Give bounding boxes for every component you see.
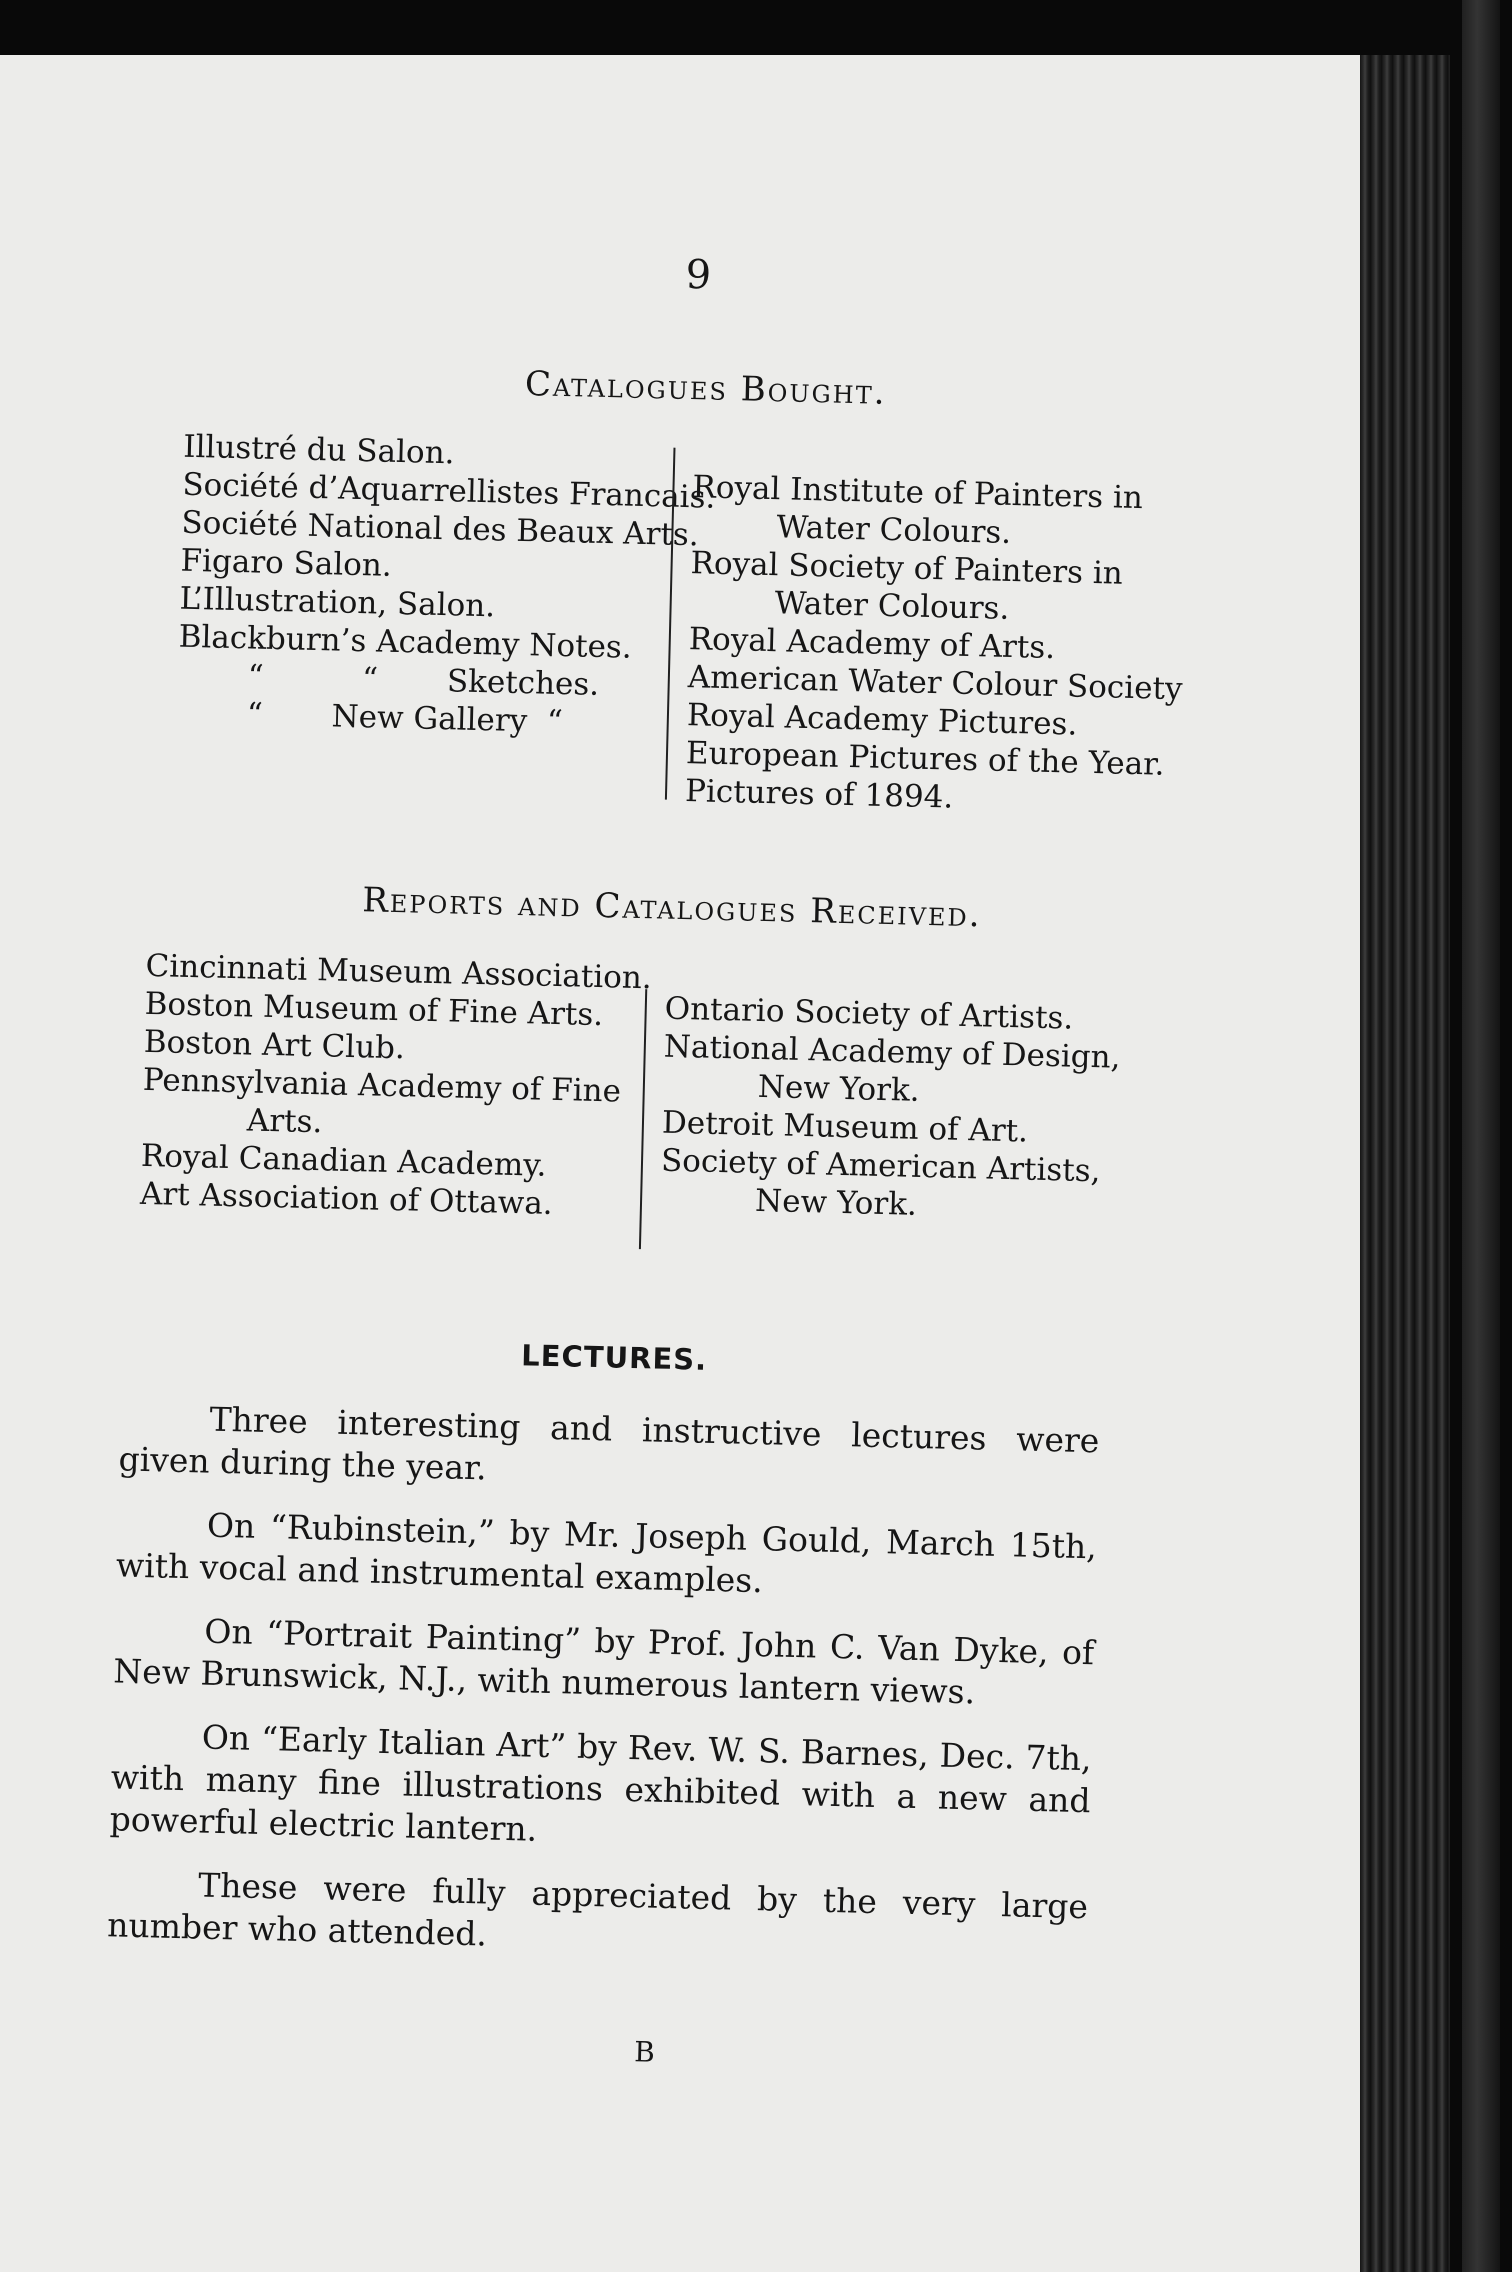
- paragraph: These were fully appreciated by the very large number who attended.: [106, 1865, 1089, 1954]
- list-item: Arts.: [246, 1102, 323, 1141]
- list-item: Royal Academy of Arts.: [688, 621, 1056, 667]
- list-item: Blackburn’s Academy Notes.: [178, 618, 633, 666]
- reports-received-left-column: [140, 947, 653, 1225]
- list-item: Society of American Artists,: [660, 1142, 1101, 1190]
- list-item: European Pictures of the Year.: [685, 735, 1165, 783]
- list-item: Art Association of Ottawa.: [139, 1175, 554, 1222]
- paragraph: Three interesting and instructive lectures were given during the year.: [118, 1399, 1100, 1488]
- list-item: Royal Canadian Academy.: [140, 1137, 547, 1184]
- list-item: Illustré du Salon.: [182, 428, 455, 472]
- paragraph: On “Early Italian Art” by Rev. W. S. Barnes, Dec. 7th, with many fine illustrations exhibited with a new and powerful electric lantern.: [109, 1717, 1093, 1849]
- lectures-heading: LECTURES.: [520, 1338, 708, 1377]
- list-item: Royal Institute of Painters in: [692, 469, 1144, 517]
- list-item: Ontario Society of Artists.: [664, 990, 1074, 1037]
- list-item: Société d’Aquarrellistes Francais.: [182, 466, 716, 516]
- reports-received-heading: Reports and Catalogues Received.: [361, 880, 983, 936]
- catalogues-bought-heading: Catalogues Bought.: [524, 364, 888, 413]
- list-item: New York.: [757, 1068, 921, 1109]
- catalogues-bought-right-column: [685, 468, 1188, 822]
- list-item: L’Illustration, Salon.: [179, 580, 496, 625]
- list-item: National Academy of Design,: [663, 1028, 1121, 1076]
- list-item: Royal Society of Painters in: [690, 545, 1124, 592]
- list-item: Boston Art Club.: [143, 1023, 406, 1067]
- list-item: Figaro Salon.: [180, 542, 393, 584]
- list-item: “ “ Sketches.: [247, 658, 600, 703]
- paragraph: On “Portrait Painting” by Prof. John C. Van Dyke, of New Brunswick, N.J., with numerous lantern views.: [112, 1611, 1095, 1712]
- list-item: Water Colours.: [776, 509, 1012, 551]
- reports-received-right-column: [660, 990, 1122, 1229]
- list-item: Boston Museum of Fine Arts.: [144, 985, 604, 1034]
- list-item: New York.: [754, 1182, 918, 1223]
- lectures-body: [106, 1396, 1100, 1992]
- list-item: Cincinnati Museum Association.: [145, 947, 653, 997]
- list-item: Royal Academy Pictures.: [686, 697, 1078, 743]
- page-number: 9: [685, 251, 712, 299]
- signature-mark: B: [633, 2035, 656, 2069]
- paragraph: On “Rubinstein,” by Mr. Joseph Gould, March 15th, with vocal and instrumental examples.: [115, 1505, 1098, 1601]
- catalogues-bought-left-column: [176, 428, 716, 745]
- list-item: American Water Colour Society: [687, 659, 1183, 708]
- list-item: Société National des Beaux Arts.: [181, 504, 700, 554]
- list-item: Water Colours.: [774, 585, 1010, 627]
- list-item: Detroit Museum of Art.: [661, 1104, 1029, 1150]
- book-cover-edge: [1462, 0, 1500, 2272]
- list-item: “ New Gallery “: [246, 696, 564, 741]
- list-item: Pictures of 1894.: [684, 773, 954, 816]
- list-item: Pennsylvania Academy of Fine: [142, 1061, 622, 1110]
